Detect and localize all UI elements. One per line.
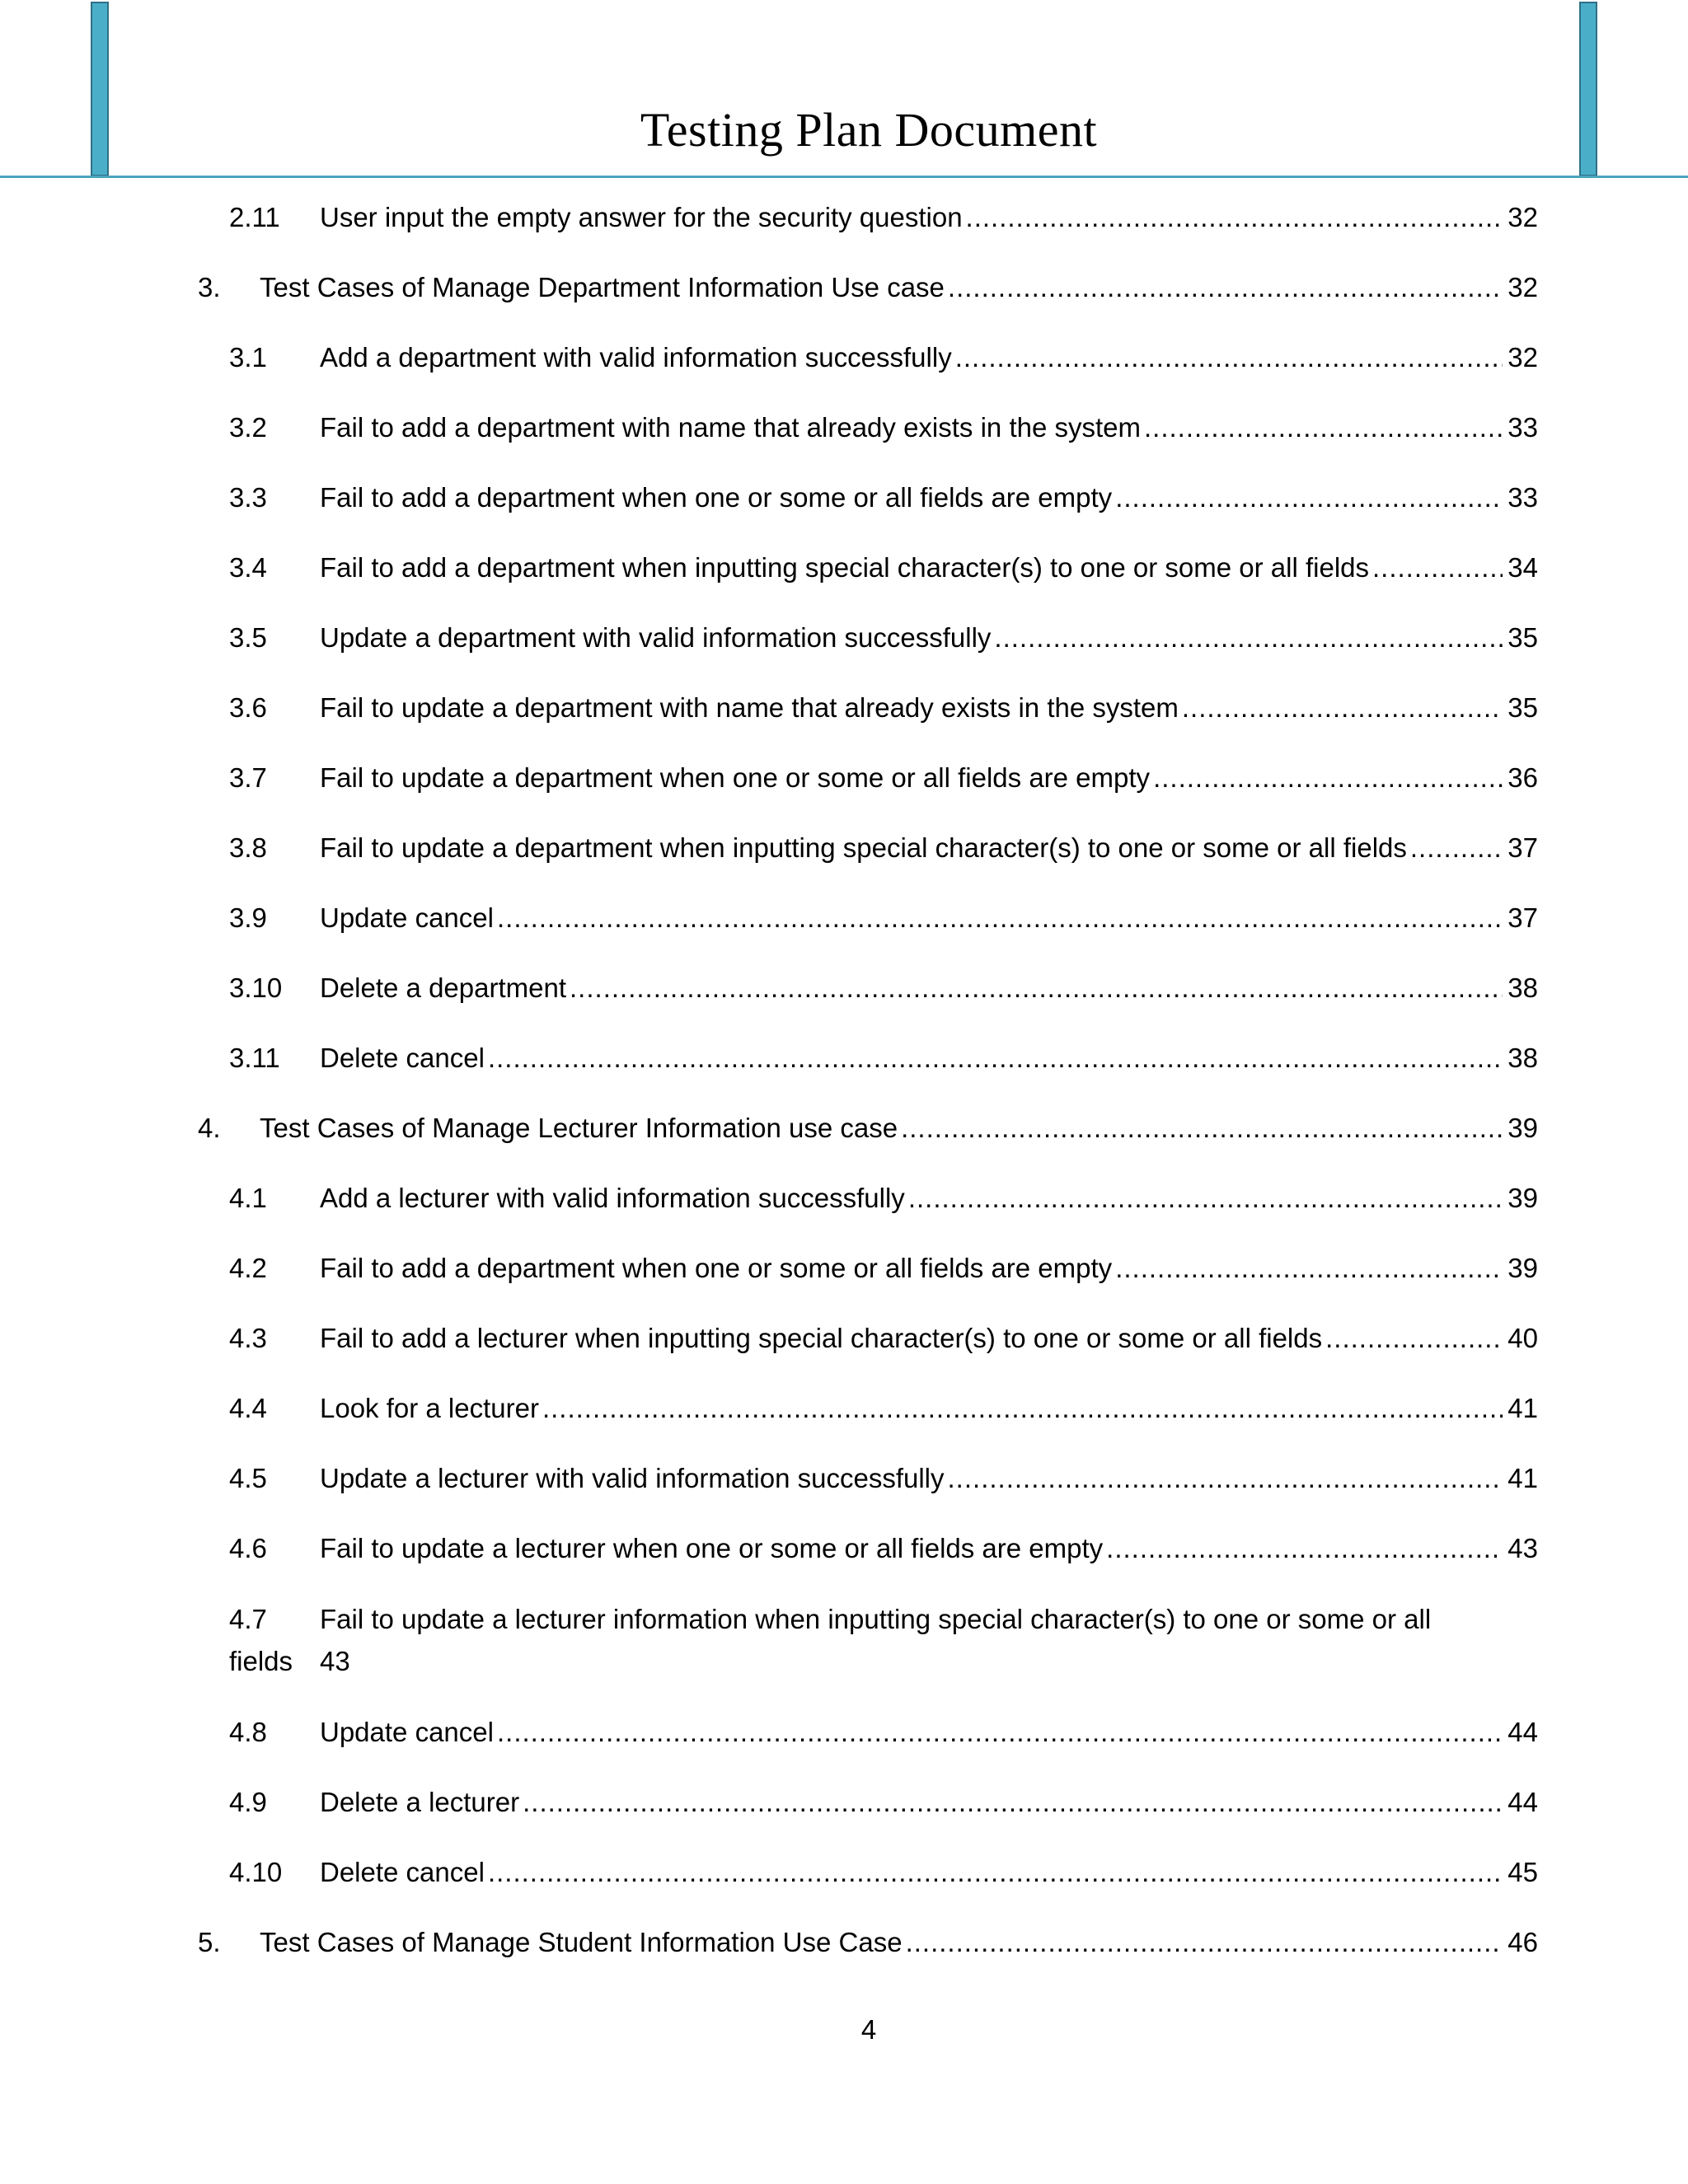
toc-entry-page: 44: [1507, 1787, 1538, 1817]
toc-entry-number: 3.3: [229, 482, 267, 513]
toc-entry-page: 32: [1507, 202, 1538, 232]
toc-entry[interactable]: [229, 1319, 1538, 1357]
toc-dot-leader: [948, 1460, 1503, 1497]
toc-entry-page: 39: [1507, 1113, 1538, 1143]
toc-dot-leader: [542, 1390, 1503, 1427]
toc-entry-number: 4.1: [229, 1183, 267, 1213]
toc-dot-leader: [1115, 479, 1503, 517]
toc-entry-number: 4.5: [229, 1463, 267, 1493]
toc-entry-number: 4.: [198, 1113, 221, 1143]
toc-entry-number: 3.11: [229, 1043, 280, 1073]
toc-entry-page: 41: [1507, 1463, 1538, 1493]
toc-entry-title: Test Cases of Manage Student Information Use Case: [260, 1927, 903, 1957]
toc-entry-number: 3.10: [229, 972, 283, 1003]
toc-entry[interactable]: [229, 1713, 1538, 1751]
toc-entry-page: 38: [1507, 1043, 1538, 1073]
toc-dot-leader: [1410, 829, 1503, 867]
toc-entry-page: 41: [1507, 1393, 1538, 1423]
toc-entry-title: Fail to add a department with name that already exists in the system: [320, 412, 1141, 443]
toc-entry-title: Update cancel: [320, 1717, 494, 1747]
toc-entry-page: 44: [1507, 1717, 1538, 1747]
toc-entry-page: 37: [1507, 832, 1538, 863]
toc-entry-title: Test Cases of Manage Department Information Use case: [260, 272, 945, 302]
toc-entry-title: Delete a lecturer: [320, 1787, 520, 1817]
toc-entry[interactable]: [229, 479, 1538, 517]
toc-dot-leader: [901, 1109, 1503, 1147]
toc-entry-title: Add a lecturer with valid information successfully: [320, 1183, 905, 1213]
toc-entry-number: 4.3: [229, 1323, 267, 1353]
toc-entry-title: User input the empty answer for the security question: [320, 202, 963, 232]
toc-dot-leader: [488, 1854, 1503, 1891]
toc-entry-number: 3.9: [229, 902, 267, 933]
toc-entry-number: 4.4: [229, 1393, 267, 1423]
toc-entry-page: 38: [1507, 972, 1538, 1003]
toc-entry[interactable]: [229, 759, 1538, 797]
toc-dot-leader: [497, 1713, 1503, 1751]
toc-entry-number: 4.9: [229, 1787, 267, 1817]
toc-entry-title: Test Cases of Manage Lecturer Information use case: [260, 1113, 898, 1143]
toc-entry-title: Fail to update a department with name that already exists in the system: [320, 692, 1179, 723]
toc-dot-leader: [948, 269, 1503, 307]
toc-entry-number: 3.: [198, 272, 221, 302]
toc-dot-leader: [1115, 1249, 1503, 1287]
toc-entry-title: Fail to update a department when one or some or all fields are empty: [320, 762, 1151, 793]
toc-dot-leader: [1144, 409, 1503, 447]
toc-entry-page: 35: [1507, 622, 1538, 653]
toc-entry-number: 4.8: [229, 1717, 267, 1747]
toc-entry[interactable]: [229, 339, 1538, 377]
toc-entry-title: Fail to add a department when one or some or all fields are empty: [320, 1253, 1113, 1283]
toc-entry-title: Fail to update a lecturer information when inputting special character(s) to one or some or all: [320, 1604, 1432, 1634]
toc-dot-leader: [906, 1924, 1503, 1961]
toc-entry-page: 37: [1507, 902, 1538, 933]
toc-entry-number: 4.6: [229, 1533, 267, 1563]
page-number: 4: [860, 2014, 877, 2045]
toc-entry-title: Update cancel: [320, 902, 494, 933]
toc-entry-page: 33: [1507, 482, 1538, 513]
toc-entry-title: Delete cancel: [320, 1043, 485, 1073]
toc-entry-page: 34: [1507, 552, 1538, 583]
toc-entry[interactable]: [229, 899, 1538, 937]
toc-entry[interactable]: [198, 269, 1538, 307]
toc-entry-number: 4.10: [229, 1857, 283, 1887]
toc-entry-page: 32: [1507, 342, 1538, 373]
toc-entry-title: Update a department with valid information successfully: [320, 622, 992, 653]
toc-dot-leader: [955, 339, 1503, 377]
toc-entry-number: 3.2: [229, 412, 267, 443]
toc-entry-wrapped[interactable]: [229, 1598, 1538, 1682]
toc-entry-number: 3.8: [229, 832, 267, 863]
toc-dot-leader: [908, 1179, 1503, 1217]
toc-entry-number: 4.7: [229, 1604, 267, 1634]
toc-entry[interactable]: [229, 829, 1538, 867]
toc-dot-leader: [1106, 1530, 1503, 1568]
toc-entry-page: 39: [1507, 1253, 1538, 1283]
toc-entry-page: 43: [1507, 1533, 1538, 1563]
toc-dot-leader: [1372, 549, 1503, 587]
toc-entry[interactable]: [229, 1249, 1538, 1287]
toc-entry-title: Delete a department: [320, 972, 567, 1003]
toc-entry-page: 40: [1507, 1323, 1538, 1353]
toc-entry[interactable]: [229, 619, 1538, 657]
toc-entry[interactable]: [229, 409, 1538, 447]
toc-entry[interactable]: [198, 1109, 1538, 1147]
toc-entry[interactable]: [229, 549, 1538, 587]
toc-entry-title: Fail to update a lecturer when one or some or all fields are empty: [320, 1533, 1104, 1563]
toc-entry-page: 43: [320, 1646, 350, 1676]
toc-entry[interactable]: [229, 969, 1538, 1007]
toc-entry-page: 46: [1507, 1927, 1538, 1957]
toc-entry-page: 35: [1507, 692, 1538, 723]
toc-dot-leader: [497, 899, 1503, 937]
toc-entry-number: 2.11: [229, 202, 280, 232]
toc-entry-number: 3.7: [229, 762, 267, 793]
toc-entry[interactable]: [198, 1924, 1538, 1961]
toc-dot-leader: [488, 1039, 1503, 1077]
toc-entry-title: Update a lecturer with valid information successfully: [320, 1463, 945, 1493]
toc-entry-number: 4.2: [229, 1253, 267, 1283]
toc-entry-page: 33: [1507, 412, 1538, 443]
toc-entry[interactable]: [229, 1039, 1538, 1077]
toc-dot-leader: [523, 1783, 1503, 1821]
toc-dot-leader: [966, 199, 1503, 237]
document-title: Testing Plan Document: [640, 103, 1098, 157]
toc-entry-title: Delete cancel: [320, 1857, 485, 1887]
toc-entry[interactable]: [229, 1854, 1538, 1891]
toc-dot-leader: [570, 969, 1503, 1007]
toc-entry-number: 3.4: [229, 552, 267, 583]
toc-dot-leader: [994, 619, 1503, 657]
toc-entry-number: 5.: [198, 1927, 221, 1957]
toc-entry[interactable]: [229, 199, 1538, 237]
toc-entry[interactable]: [229, 1179, 1538, 1217]
toc-entry-line: [229, 1598, 1538, 1640]
toc-dot-leader: [1325, 1319, 1503, 1357]
toc-entry-title: Fail to add a lecturer when inputting special character(s) to one or some or all fields: [320, 1323, 1323, 1353]
toc-entry[interactable]: [229, 689, 1538, 727]
toc-entry-page: 32: [1507, 272, 1538, 302]
toc-entry-title: Look for a lecturer: [320, 1393, 539, 1423]
toc-entry-title-continuation: fields: [229, 1646, 293, 1676]
toc-entry[interactable]: [229, 1783, 1538, 1821]
toc-entry-title: Fail to update a department when inputting special character(s) to one or some or all fields: [320, 832, 1407, 863]
toc-entry-title: Fail to add a department when inputting special character(s) to one or some or all fields: [320, 552, 1369, 583]
toc-dot-leader: [1182, 689, 1503, 727]
toc-dot-leader: [1153, 759, 1503, 797]
toc-entry-number: 3.1: [229, 342, 267, 373]
toc-entry-title: Fail to add a department when one or some or all fields are empty: [320, 482, 1113, 513]
toc-entry[interactable]: [229, 1390, 1538, 1427]
toc-entry-page: 36: [1507, 762, 1538, 793]
toc-entry-number: 3.6: [229, 692, 267, 723]
toc-entry-page: 45: [1507, 1857, 1538, 1887]
toc-entry-line: [229, 1640, 1538, 1682]
toc-entry-title: Add a department with valid information successfully: [320, 342, 952, 373]
toc-entry[interactable]: [229, 1530, 1538, 1568]
toc-entry[interactable]: [229, 1460, 1538, 1497]
toc-entry-number: 3.5: [229, 622, 267, 653]
toc-entry-page: 39: [1507, 1183, 1538, 1213]
